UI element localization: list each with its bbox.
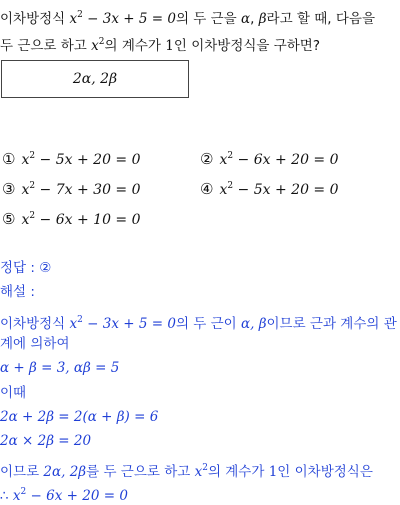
explanation-text: 를 두 근으로 하고: [86, 464, 191, 480]
explanation-text: 인 이차방정식은: [277, 464, 373, 480]
explanation-text: 이므로: [0, 464, 40, 480]
choice-1[interactable]: [2, 147, 141, 169]
new-roots: 2α, 2β: [43, 464, 87, 480]
roots-text: 2α, 2β: [72, 71, 118, 87]
choice-2[interactable]: [200, 147, 339, 169]
question-text: 의 두 근을: [175, 11, 237, 27]
question-text: 라고 할 때, 다음을: [266, 11, 375, 27]
choice-4[interactable]: [200, 177, 339, 199]
choice-mark: ③: [2, 180, 16, 198]
x-squared: $x^2$: [91, 37, 105, 54]
explanation-text: 의 두 근이: [175, 316, 237, 332]
coefficient-one: 1: [165, 38, 174, 54]
choice-mark: ⑤: [2, 210, 16, 228]
question-equation: $x^2 - 3x + 5 = 0$: [69, 10, 176, 27]
answer-label: 정답 : ②: [0, 260, 52, 276]
explanation-equation: $x^2 - 3x + 5 = 0$: [69, 315, 176, 332]
explanation-label: 해설 :: [0, 284, 35, 300]
choice-mark: ①: [2, 150, 16, 168]
choice-mark: ②: [200, 150, 214, 168]
question-text: 인 이차방정식을 구하면?: [173, 38, 321, 54]
roots-box: [1, 60, 189, 98]
question-text: 두 근으로 하고: [0, 38, 87, 54]
alpha-beta: α, β: [241, 316, 267, 332]
product-of-new-roots: 2α × 2β = 20: [0, 433, 92, 449]
sum-product-relation: α + β = 3, αβ = 5: [0, 360, 120, 376]
choice-equation: $x^2 - 6x + 20 = 0$: [219, 151, 339, 168]
choice-3[interactable]: [2, 177, 141, 199]
question-text: 이차방정식: [0, 11, 66, 27]
beta-symbol: β: [258, 11, 267, 27]
alpha-symbol: α: [241, 11, 251, 27]
explanation-text: 이므로 근과 계수의 관: [266, 316, 397, 332]
sum-of-new-roots: 2α + 2β = 2(α + β) = 6: [0, 409, 159, 425]
explanation-then: 이때: [0, 385, 27, 401]
explanation-text: 의 계수가: [207, 464, 265, 480]
choice-equation: $x^2 - 7x + 30 = 0$: [21, 181, 141, 198]
question-text: 의 계수가: [104, 38, 161, 54]
choice-equation: $x^2 - 5x + 20 = 0$: [21, 151, 141, 168]
question-line-2: [0, 33, 320, 55]
explanation-line-7: [0, 459, 373, 481]
explanation-line-2: 계에 의하여: [0, 336, 70, 352]
choice-mark: ④: [200, 180, 214, 198]
question-line-1: 이차방정식 $x^2 - 3x + 5 = 0$의 두 근을 α, β라고 할 때, 다음을: [0, 10, 375, 27]
coefficient-one: 1: [268, 464, 278, 480]
explanation-line-1: [0, 311, 397, 333]
final-equation: ∴ $x^2 - 6x + 20 = 0$: [0, 487, 128, 504]
x-squared: $x^2$: [194, 463, 208, 480]
choice-equation: $x^2 - 6x + 10 = 0$: [21, 211, 141, 228]
explanation-text: 이차방정식: [0, 316, 66, 332]
choice-equation: $x^2 - 5x + 20 = 0$: [219, 181, 339, 198]
choice-5[interactable]: [2, 207, 141, 229]
